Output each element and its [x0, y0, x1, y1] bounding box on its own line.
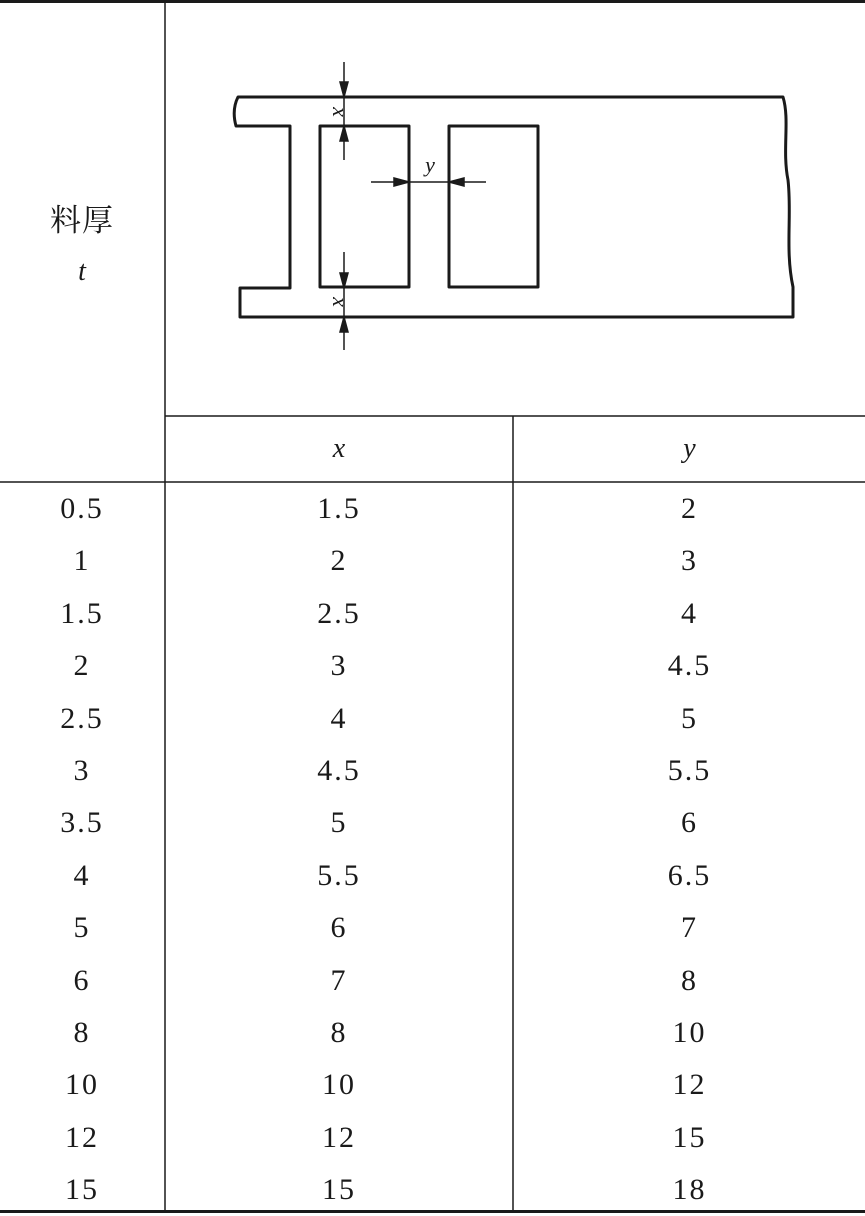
- table-row: [0, 1007, 865, 1059]
- cell-y: 7: [681, 911, 698, 945]
- cell-thickness: 12: [65, 1120, 99, 1154]
- thickness-symbol: t: [78, 255, 86, 287]
- cell-x: 4.5: [317, 754, 361, 787]
- table-row: [0, 902, 865, 954]
- cell-y: 18: [672, 1173, 707, 1207]
- cell-y: 10: [672, 1016, 707, 1049]
- strip-outline: [234, 97, 793, 317]
- cell-x: 2.5: [317, 596, 361, 630]
- cell-x: 8: [330, 1016, 348, 1049]
- thickness-label: 料厚: [50, 202, 114, 239]
- cell-thickness: 6: [73, 963, 91, 997]
- cell-x: 5.5: [317, 858, 361, 892]
- cell-thickness: 3.5: [60, 806, 104, 840]
- table-row: [0, 797, 865, 849]
- cell-x: 12: [322, 1120, 356, 1154]
- strip-layout-diagram: [0, 0, 865, 416]
- table-row: [0, 535, 865, 587]
- cell-y: 5.5: [667, 754, 712, 787]
- dim-label-x-bottom: x: [328, 297, 353, 307]
- cell-thickness: 2.5: [60, 701, 104, 735]
- table-row: [0, 745, 865, 797]
- cell-thickness: 1: [73, 544, 91, 578]
- cell-y: 8: [681, 963, 698, 997]
- opening-1: [320, 126, 409, 287]
- cell-y: 4: [681, 596, 698, 630]
- cell-thickness: 2: [73, 649, 91, 683]
- cell-thickness: 8: [73, 1016, 91, 1049]
- cell-y: 6: [681, 806, 698, 840]
- opening-2: [449, 126, 538, 287]
- cell-x: 3: [330, 649, 348, 683]
- table-row: [0, 1059, 865, 1111]
- cell-x: 6: [330, 911, 348, 945]
- table-row: [0, 850, 865, 902]
- dim-label-y: y: [425, 152, 435, 177]
- cell-y: 3: [681, 544, 698, 578]
- cell-y: 2: [681, 492, 698, 525]
- cell-x: 2: [330, 544, 348, 578]
- cell-y: 4.5: [667, 649, 712, 683]
- cell-y: 5: [681, 701, 698, 735]
- cell-thickness: 3: [73, 754, 91, 787]
- table-row: [0, 1164, 865, 1216]
- cell-x: 15: [322, 1173, 356, 1207]
- dim-label-x-top: x: [328, 107, 353, 117]
- table-row: [0, 1112, 865, 1164]
- cell-thickness: 4: [73, 858, 91, 892]
- cell-y: 6.5: [667, 858, 712, 892]
- cell-x: 5: [330, 806, 348, 840]
- table-row: [0, 955, 865, 1007]
- cell-y: 15: [672, 1120, 707, 1154]
- cell-thickness: 15: [65, 1173, 99, 1207]
- cell-thickness: 1.5: [60, 596, 104, 630]
- table-row: [0, 483, 865, 535]
- column-header-y: y: [683, 433, 696, 464]
- cell-x: 4: [330, 701, 348, 735]
- cell-thickness: 5: [73, 911, 91, 945]
- column-header-x: x: [332, 433, 346, 464]
- cell-thickness: 0.5: [60, 492, 104, 525]
- cell-x: 7: [330, 963, 348, 997]
- cell-thickness: 10: [65, 1068, 99, 1102]
- cell-x: 10: [322, 1068, 356, 1102]
- table-row: [0, 640, 865, 692]
- table-row: [0, 588, 865, 640]
- table-row: [0, 693, 865, 745]
- cell-y: 12: [672, 1068, 707, 1102]
- cell-x: 1.5: [317, 492, 361, 525]
